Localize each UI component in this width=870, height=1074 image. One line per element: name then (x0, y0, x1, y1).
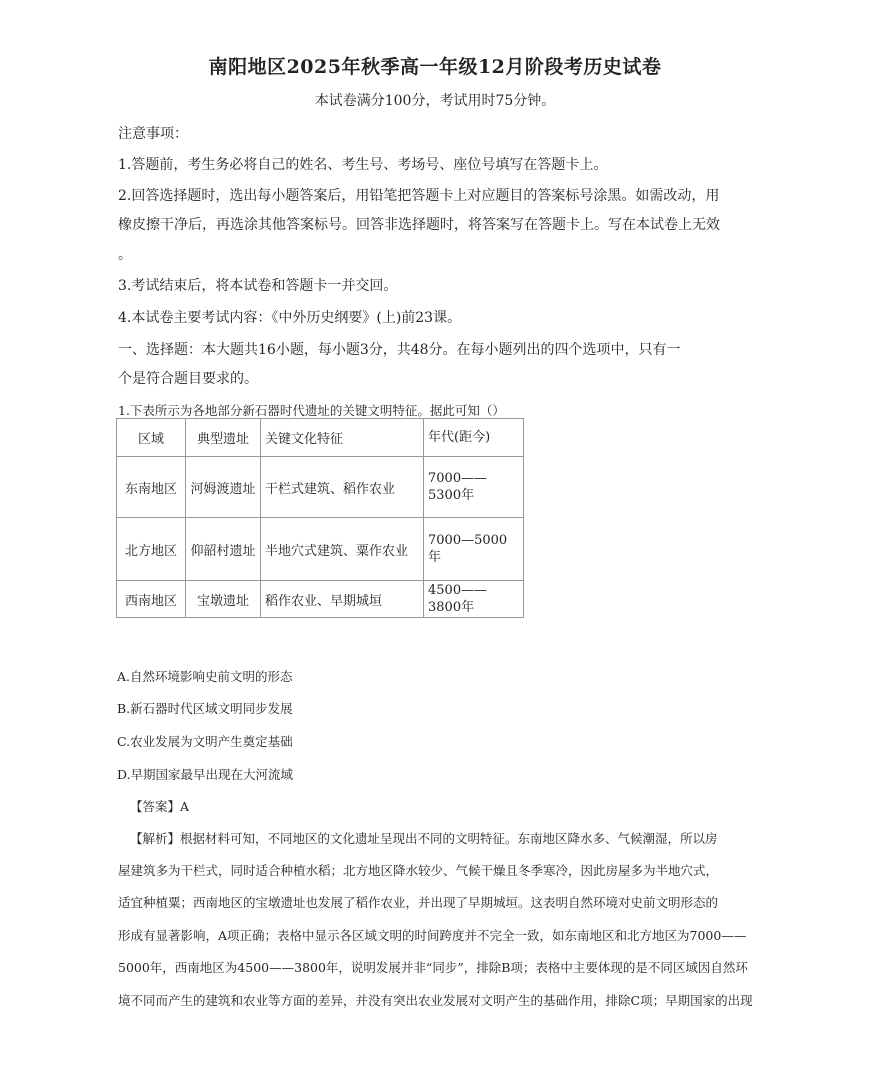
table-cell: 干栏式建筑、稻作农业 (261, 457, 424, 518)
section-instructions: 一、选择题：本大题共16小题，每小题3分，共48分。在每小题列出的四个选项中，只有一 (118, 342, 681, 358)
table-cell: 东南地区 (117, 457, 186, 518)
answer-label: 【答案】A (130, 799, 190, 814)
notice-line: 3.考试结束后，将本试卷和答题卡一并交回。 (118, 278, 398, 294)
table-cell: 半地穴式建筑、粟作农业 (261, 518, 424, 581)
table-row (117, 457, 524, 518)
notice-line: 1.答题前，考生务必将自己的姓名、考生号、考场号、座位号填写在答题卡上。 (118, 157, 608, 173)
table-cell: 7000——5300年 (424, 457, 524, 518)
analysis-line: 境不同而产生的建筑和农业等方面的差异，并没有突出农业发展对文明产生的基础作用，排除C项；早期国家的出现 (118, 993, 753, 1008)
analysis-line: 适宜种植粟；西南地区的宝墩遗址也发展了稻作农业，并出现了早期城垣。这表明自然环境对史前文明形态的 (118, 895, 719, 910)
option-c: C.农业发展为文明产生奠定基础 (117, 734, 293, 749)
option-b: B.新石器时代区域文明同步发展 (117, 701, 293, 716)
table-cell: 稻作农业、早期城垣 (261, 581, 424, 618)
exam-info: 本试卷满分100分，考试用时75分钟。 (314, 93, 556, 109)
section-instructions: 个是符合题目要求的。 (118, 371, 258, 387)
table-row (117, 581, 524, 618)
table-header-cell: 年代(距今) (424, 419, 524, 457)
table-header-cell: 区域 (117, 419, 186, 457)
table-header-row (117, 419, 524, 457)
option-a: A.自然环境影响史前文明的形态 (117, 669, 293, 684)
analysis-line: 5000年，西南地区为4500——3800年，说明发展并非“同步”，排除B项；表格中主要体现的是不同区域因自然环 (118, 960, 748, 975)
question-stem: 1.下表所示为各地部分新石器时代遗址的关键文明特征。据此可知（） (118, 403, 505, 418)
option-d: D.早期国家最早出现在大河流域 (117, 767, 294, 782)
table-cell: 河姆渡遗址 (186, 457, 261, 518)
table-cell: 西南地区 (117, 581, 186, 618)
table-cell: 4500——3800年 (424, 581, 524, 618)
table-header-cell: 典型遗址 (186, 419, 261, 457)
analysis-line: 形成有显著影响，A项正确；表格中显示各区域文明的时间跨度并不完全一致，如东南地区和北方地区为7000—— (118, 928, 747, 943)
notice-line: 。 (118, 247, 132, 263)
table-cell: 宝墩遗址 (186, 581, 261, 618)
table-cell: 北方地区 (117, 518, 186, 581)
page-title: 南阳地区2025年秋季高一年级12月阶段考历史试卷 (208, 56, 662, 78)
analysis-line: 【解析】根据材料可知，不同地区的文化遗址呈现出不同的文明特征。东南地区降水多、气候潮湿，所以房 (130, 831, 718, 846)
analysis-line: 屋建筑多为干栏式，同时适合种植水稻；北方地区降水较少、气候干燥且冬季寒冷，因此房屋多为半地穴式， (118, 863, 719, 878)
notice-line: 4.本试卷主要考试内容：《中外历史纲要》(上)前23课。 (118, 310, 462, 326)
sites-table (116, 418, 524, 618)
table-cell: 7000—5000年 (424, 518, 524, 581)
notice-line: 2.回答选择题时，选出每小题答案后，用铅笔把答题卡上对应题目的答案标号涂黑。如需改动，用 (118, 188, 720, 204)
table-header-cell: 关键文化特征 (261, 419, 424, 457)
notice-heading: 注意事项： (118, 126, 188, 142)
table-row (117, 518, 524, 581)
table-cell: 仰韶村遗址 (186, 518, 261, 581)
notice-line: 橡皮擦干净后，再选涂其他答案标号。回答非选择题时，将答案写在答题卡上。写在本试卷上无效 (118, 217, 720, 233)
